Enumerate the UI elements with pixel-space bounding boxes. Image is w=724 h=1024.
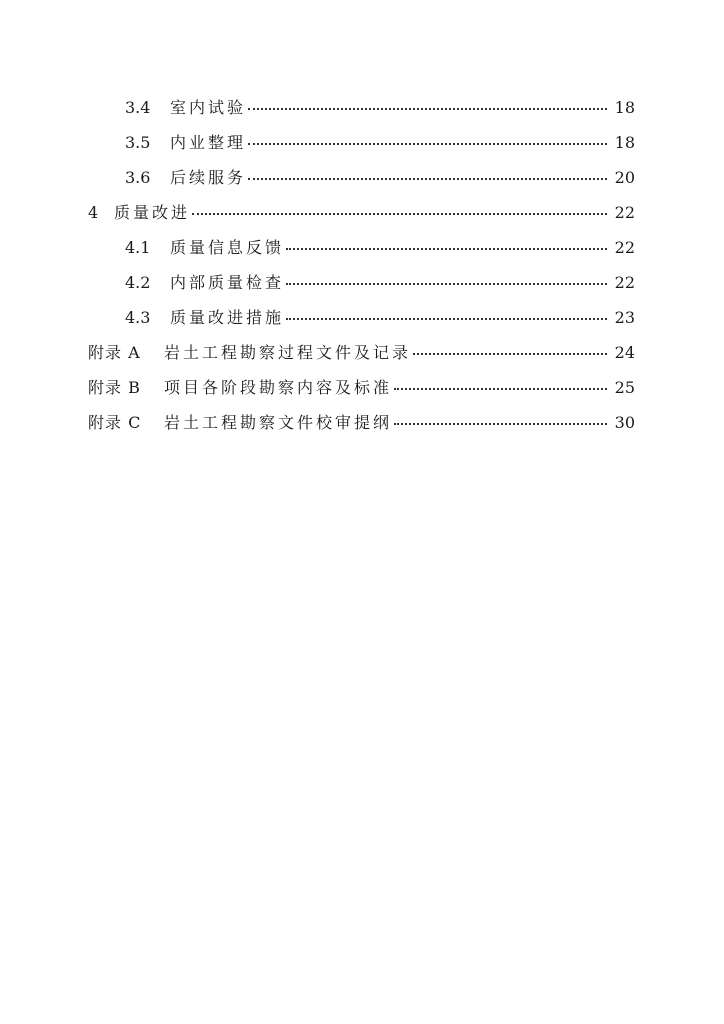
toc-entry-appendix-b[interactable] — [0, 370, 724, 405]
toc-entry-number: 4.3 — [125, 307, 151, 327]
toc-entry-title: 室内试验 — [170, 97, 247, 117]
toc-entry-title: 内部质量检查 — [170, 272, 285, 292]
toc-entry-4[interactable] — [0, 195, 724, 230]
dot-leader — [413, 353, 607, 355]
toc-entry-number: 3.4 — [125, 97, 151, 117]
toc-entry-appendix-c[interactable] — [0, 405, 724, 440]
toc-entry-page: 20 — [614, 167, 635, 187]
toc-entry-title: 岩土工程勘察文件校审提纲 — [164, 412, 393, 432]
toc-entry-3-4[interactable] — [0, 90, 724, 125]
toc-entry-3-6[interactable] — [0, 160, 724, 195]
toc-entry-page: 22 — [614, 272, 635, 292]
toc-entry-title: 质量改进 — [114, 202, 191, 222]
toc-entry-number: 3.5 — [125, 132, 151, 152]
toc-entry-page: 22 — [614, 202, 635, 222]
toc-entry-page: 22 — [614, 237, 635, 257]
toc-entry-4-2[interactable] — [0, 265, 724, 300]
dot-leader — [248, 143, 607, 145]
dot-leader — [394, 423, 607, 425]
toc-entry-number: 3.6 — [125, 167, 151, 187]
dot-leader — [192, 213, 607, 215]
dot-leader — [248, 108, 607, 110]
toc-entry-appendix-a[interactable] — [0, 335, 724, 370]
toc-entry-title: 质量信息反馈 — [170, 237, 285, 257]
toc-entry-number: 4 — [88, 202, 99, 222]
toc-entry-4-1[interactable] — [0, 230, 724, 265]
toc-entry-number: 4.2 — [125, 272, 151, 292]
toc-entry-title: 岩土工程勘察过程文件及记录 — [164, 342, 412, 362]
dot-leader — [286, 283, 607, 285]
toc-entry-number: 附录 B — [88, 377, 141, 397]
toc-entry-number: 附录 C — [88, 412, 142, 432]
toc-entry-page: 24 — [614, 342, 635, 362]
toc-entry-4-3[interactable] — [0, 300, 724, 335]
dot-leader — [286, 318, 607, 320]
table-of-contents — [0, 90, 724, 440]
toc-entry-3-5[interactable] — [0, 125, 724, 160]
toc-entry-title: 质量改进措施 — [170, 307, 285, 327]
toc-entry-page: 18 — [614, 132, 635, 152]
toc-entry-title: 项目各阶段勘察内容及标准 — [164, 377, 393, 397]
toc-entry-number: 附录 A — [88, 342, 141, 362]
dot-leader — [394, 388, 607, 390]
toc-entry-number: 4.1 — [125, 237, 151, 257]
toc-entry-title: 内业整理 — [170, 132, 247, 152]
toc-entry-page: 30 — [614, 412, 635, 432]
toc-entry-page: 23 — [614, 307, 635, 327]
dot-leader — [286, 248, 607, 250]
dot-leader — [248, 178, 607, 180]
toc-entry-page: 25 — [614, 377, 635, 397]
toc-entry-page: 18 — [614, 97, 635, 117]
toc-entry-title: 后续服务 — [170, 167, 247, 187]
